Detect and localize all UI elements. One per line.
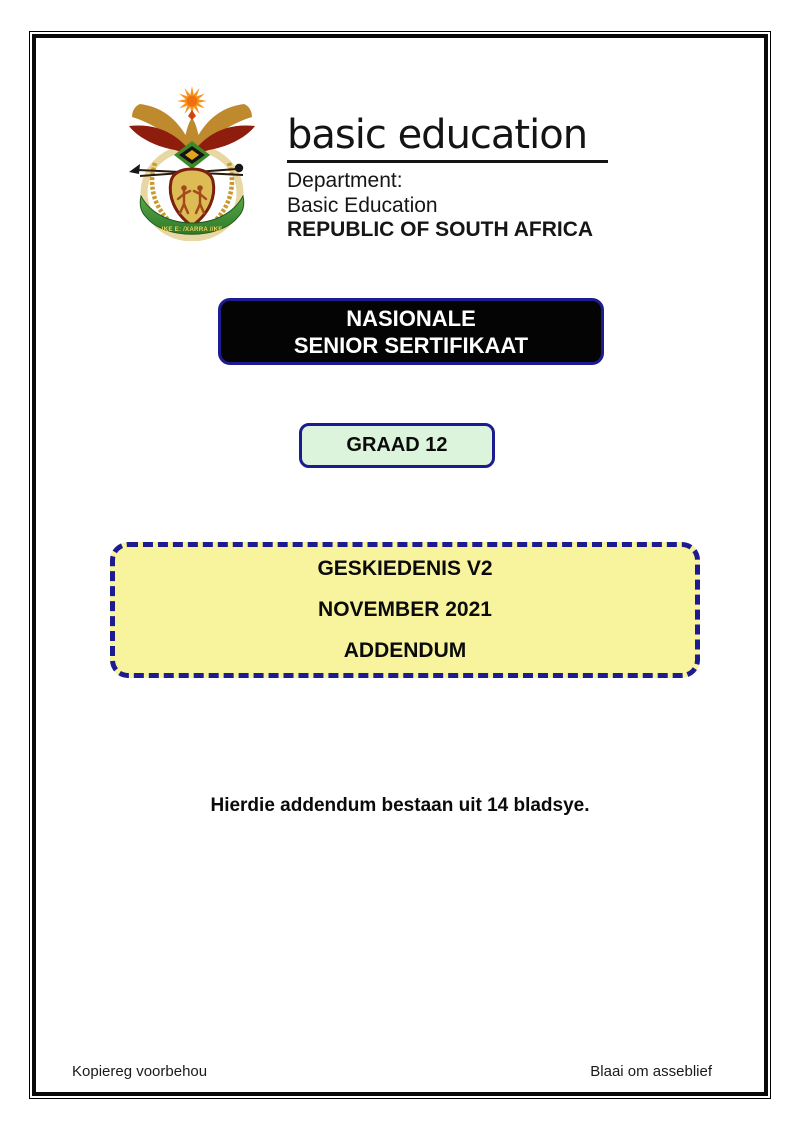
sun-center [187,96,198,107]
bird-head [184,110,200,143]
subject-banner [110,542,700,678]
coat-of-arms-icon [126,84,258,241]
subject-title: GESKIEDENIS V2 [317,557,493,580]
grade-banner [299,423,495,468]
exam-session: NOVEMBER 2021 [318,598,492,621]
national-certificate-banner [218,298,604,365]
department-line: Basic Education [287,193,438,217]
basic-education-wordmark: basic education [287,112,588,158]
department-block [287,169,593,243]
coat-of-arms-logo [126,84,258,241]
shield [170,169,213,226]
certificate-line2: SENIOR SERTIFIKAAT [293,332,529,358]
turn-over-note: Blaai om asseblief [590,1063,712,1080]
department-line: Department: [287,169,403,192]
copyright-note: Kopiereg voorbehou [72,1063,208,1080]
wordmark-underline [287,160,608,163]
paper-type: ADDENDUM [343,639,467,662]
grade-label: GRAAD 12 [346,434,448,456]
motto-text: !KE E: /XARRA //KE [161,226,223,233]
department-line-republic: REPUBLIC OF SOUTH AFRICA [287,218,594,241]
certificate-line1: NASIONALE [346,305,476,331]
footer [72,1063,712,1080]
page-count-note: Hierdie addendum bestaan uit 14 bladsye. [210,795,590,816]
